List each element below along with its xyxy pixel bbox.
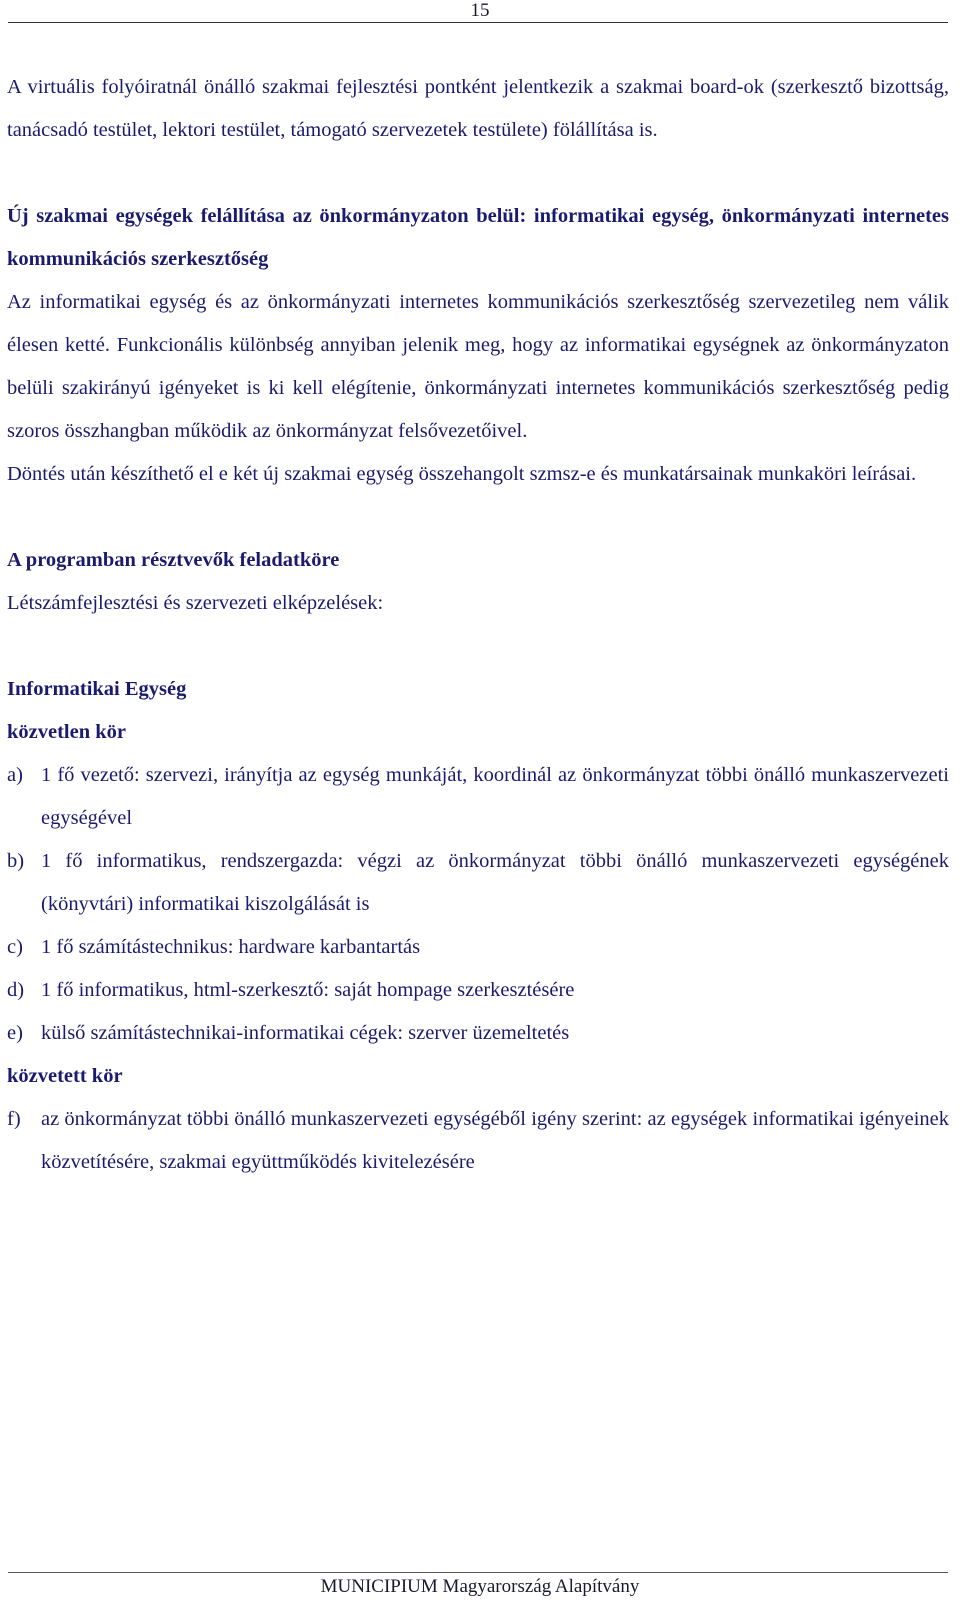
section-heading-participants: A programban résztvevők feladatköre — [7, 549, 340, 571]
list-marker: a) — [7, 764, 23, 786]
list-text: külső számítástechnikai-informatikai cégek: szerver üzemeltetés — [41, 1022, 570, 1044]
footer-rule — [8, 1572, 948, 1573]
list-item — [7, 840, 949, 926]
list-marker: b) — [7, 850, 25, 872]
list-item — [7, 969, 949, 1012]
subheading-direct: közvetlen kör — [7, 721, 126, 743]
list-item — [7, 1012, 949, 1055]
spacer — [7, 496, 949, 539]
list-text: 1 fő vezető: szervezi, irányítja az egység munkáját, koordinál az önkormányzat többi önálló munkaszervezeti egységével — [41, 764, 949, 829]
list-item — [7, 1098, 949, 1184]
list-text: 1 fő informatikus, html-szerkesztő: saját hompage szerkesztésére — [41, 979, 575, 1001]
spacer — [7, 625, 949, 668]
page-number: 15 — [470, 0, 490, 21]
list-text: az önkormányzat többi önálló munkaszervezeti egységéből igény szerint: az egységek informatikai igényeinek közvetítésére, szakmai együttműködés kivitelezésére — [41, 1108, 949, 1173]
list-marker: f) — [7, 1108, 21, 1130]
document-body — [7, 66, 949, 1184]
list-text: 1 fő informatikus, rendszergazda: végzi az önkormányzat többi önálló munkaszervezeti egységének (könyvtári) informatikai kiszolgálását is — [41, 850, 949, 915]
list-item — [7, 926, 949, 969]
list-marker: d) — [7, 979, 25, 1001]
direct-list — [7, 754, 949, 1055]
subheading-indirect: közvetett kör — [7, 1065, 123, 1087]
section-paragraph: Az informatikai egység és az önkormányzati internetes kommunikációs szerkesztőség szervezetileg nem válik élesen ketté. Funkcionális különbség annyiban jelenik meg, hogy az informatikai egységnek az önkormányzaton belüli szakirányú igényeket is ki kell elégítenie, önkormányzati internetes kommunikációs szerkesztőség pedig szoros összhangban működik az önkormányzat felsővezetőivel. — [7, 291, 949, 442]
list-text: 1 fő számítástechnikus: hardware karbantartás — [41, 936, 421, 958]
section-paragraph: Döntés után készíthető el e két új szakmai egység összehangolt szmsz-e és munkatársainak munkaköri leírásai. — [7, 463, 917, 485]
list-marker: c) — [7, 936, 23, 958]
spacer — [7, 152, 949, 195]
section-heading-it-unit: Informatikai Egység — [7, 678, 187, 700]
list-marker: e) — [7, 1022, 23, 1044]
list-item — [7, 754, 949, 840]
section-subtitle: Létszámfejlesztési és szervezeti elképzelések: — [7, 592, 384, 614]
indirect-list — [7, 1098, 949, 1184]
footer-text: MUNICIPIUM Magyarország Alapítvány — [320, 1576, 640, 1597]
header-rule — [8, 22, 948, 23]
section-heading-new-units: Új szakmai egységek felállítása az önkormányzaton belül: informatikai egység, önkormányzati internetes kommunikációs szerkesztőség — [7, 205, 949, 270]
intro-paragraph: A virtuális folyóiratnál önálló szakmai fejlesztési pontként jelentkezik a szakmai board-ok (szerkesztő bizottság, tanácsadó testület, lektori testület, támogató szervezetek testülete) fölállítása is. — [7, 76, 949, 141]
